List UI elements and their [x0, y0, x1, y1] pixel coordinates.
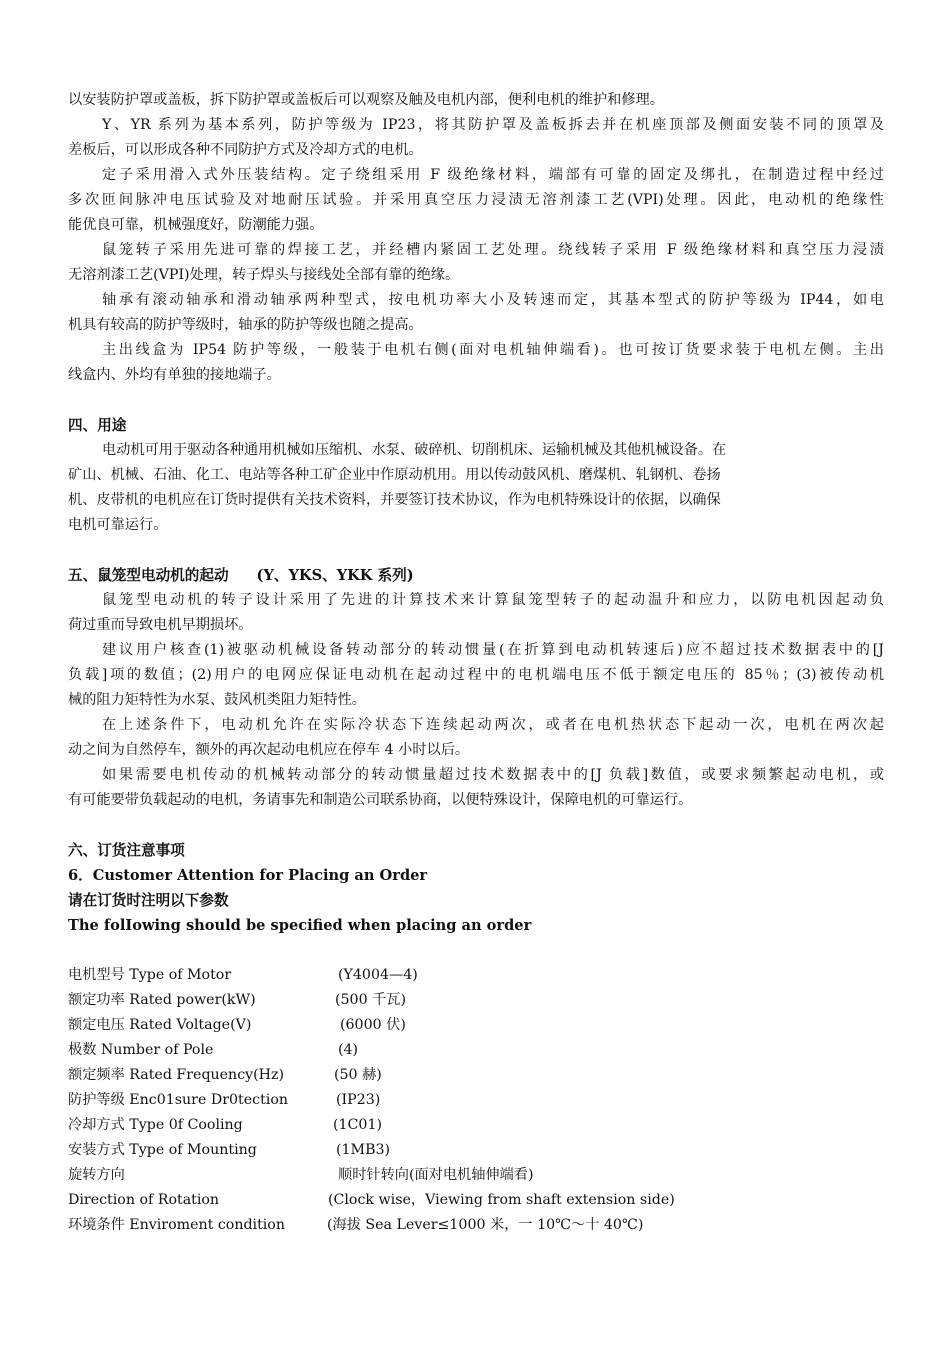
spec-label: 安装方式 Type of Mounting [68, 1142, 257, 1158]
paragraph-line: 差板后，可以形成各种不同防护方式及冷却方式的电机。 [68, 142, 423, 158]
spec-value: (Clock wise，Viewing from shaft extension side) [328, 1192, 675, 1208]
paragraph-line: Y、YR 系列为基本系列，防护等级为 IP23，将其防护罩及盖板拆去并在机座顶部及侧面安装不同的顶罩及 [102, 117, 884, 133]
paragraph-line: 机具有较高的防护等级时，轴承的防护等级也随之提高。 [68, 317, 423, 333]
spec-label: 环境条件 Enviroment condition [68, 1217, 285, 1233]
spacer [68, 813, 884, 838]
paragraph-line: 荷过重而导致电机早期损坏。 [68, 617, 253, 633]
section-heading-english: 6．Customer Attention for Placing an Order [68, 867, 428, 884]
section-heading: 四、用途 [68, 417, 127, 434]
document-page [68, 88, 884, 1238]
spacer [68, 388, 884, 413]
spec-value: (IP23) [336, 1092, 381, 1108]
section-ordering [68, 838, 884, 1238]
spec-label: 额定功率 Rated power(kW) [68, 992, 256, 1008]
spec-label: 旋转方向 [68, 1167, 125, 1183]
section-heading [68, 563, 884, 588]
section-construction-text [68, 88, 884, 388]
spec-label: 额定电压 Rated Voltage(V) [68, 1017, 252, 1033]
spec-value: (50 赫) [334, 1067, 382, 1083]
spec-row [68, 1188, 884, 1213]
paragraph-line: 定子采用滑入式外压装结构。定子绕组采用 F 级绝缘材料，端部有可靠的固定及绑扎，在制造过程中经过 [102, 167, 884, 183]
order-subheading: 请在订货时注明以下参数 [68, 892, 229, 909]
spec-row [68, 963, 884, 988]
paragraph-line: 械的阻力矩特性为水泵、鼓风机类阻力矩特性。 [68, 692, 366, 708]
paragraph-line: 线盒内、外均有单独的接地端子。 [68, 367, 281, 383]
spacer [68, 538, 884, 563]
paragraph-line: 如果需要电机传动的机械转动部分的转动惯量超过技术数据表中的[J 负载]数值，或要求频繁起动电机，或 [102, 767, 884, 783]
paragraph-line: 机、皮带机的电机应在订货时提供有关技术资料，并要签订技术协议，作为电机特殊设计的依据，以确保 [68, 492, 721, 508]
section-starting [68, 563, 884, 813]
spec-value: (500 千瓦) [335, 992, 407, 1008]
paragraph-line: 鼠笼型电动机的转子设计采用了先进的计算技术来计算鼠笼型转子的起动温升和应力，以防电机因起动负 [102, 592, 884, 608]
order-spec-list [68, 963, 884, 1238]
spec-row [68, 1138, 884, 1163]
paragraph-line: 负载]项的数值；(2)用户的电网应保证电动机在起动过程中的电机端电压不低于额定电压的 85％；(3)被传动机 [68, 667, 884, 683]
paragraph-line: 在上述条件下，电动机允许在实际冷状态下连续起动两次，或者在电机热状态下起动一次，电机在两次起 [102, 717, 884, 733]
spec-row [68, 988, 884, 1013]
spec-label: 防护等级 Enc01sure Dr0tection [68, 1092, 289, 1108]
paragraph-line: 主出线盒为 IP54 防护等级，一般装于电机右侧(面对电机轴伸端看)。也可按订货要求装于电机左侧。主出 [102, 342, 884, 358]
paragraph-line: 建议用户核查(1)被驱动机械设备转动部分的转动惯量(在折算到电动机转速后)应不超过技术数据表中的[J [102, 642, 884, 658]
spec-row [68, 1213, 884, 1238]
paragraph-line: 轴承有滚动轴承和滑动轴承两种型式，按电机功率大小及转速而定，其基本型式的防护等级为 IP44，如电 [102, 292, 884, 308]
spec-label: 额定频率 Rated Frequency(Hz) [68, 1067, 285, 1083]
spec-value: (海拔 Sea Lever≤1000 米，一 10℃～十 40℃) [327, 1217, 644, 1233]
section-heading: 六、订货注意事项 [68, 842, 185, 859]
spacer [68, 938, 884, 963]
paragraph-line: 无溶剂漆工艺(VPI)处理，转子焊头与接线处全部有靠的绝缘。 [68, 267, 460, 283]
section-heading-text: 五、鼠笼型电动机的起动 [68, 567, 229, 584]
paragraph-line: 多次匝间脉冲电压试验及对地耐压试验。并采用真空压力浸渍无溶剂漆工艺(VPI)处理。因此，电动机的绝缘性 [68, 192, 884, 208]
spec-row [68, 1013, 884, 1038]
paragraph-line: 电机可靠运行。 [68, 517, 168, 533]
spec-label: 电机型号 Type of Motor [68, 967, 232, 983]
spec-value: (6000 伏) [340, 1017, 406, 1033]
paragraph-line: 鼠笼转子采用先进可靠的焊接工艺，并经槽内紧固工艺处理。绕线转子采用 F 级绝缘材料和真空压力浸渍 [102, 242, 884, 258]
paragraph-line: 有可能要带负载起动的电机，务请事先和制造公司联系协商，以便特殊设计，保障电机的可靠运行。 [68, 792, 693, 808]
spec-value: 顺时针转向(面对电机轴伸端看) [338, 1167, 534, 1183]
spec-row [68, 1063, 884, 1088]
order-subheading-english: The folIowing should be specified when placing an order [68, 917, 532, 934]
spec-value: (Y4004—4) [338, 967, 418, 983]
spec-value: (4) [338, 1042, 359, 1058]
spec-row [68, 1088, 884, 1113]
spec-label: 冷却方式 Type 0f Cooling [68, 1117, 243, 1133]
paragraph-line: 矿山、机械、石油、化工、电站等各种工矿企业中作原动机用。用以传动鼓风机、磨煤机、轧钢机、卷扬 [68, 467, 721, 483]
spec-value: (1MB3) [336, 1142, 391, 1158]
spec-label: Direction of Rotation [68, 1192, 220, 1208]
section-usage [68, 413, 884, 538]
paragraph-line: 能优良可靠，机械强度好，防潮能力强。 [68, 217, 324, 233]
paragraph-line: 动之间为自然停车，额外的再次起动电机应在停车 4 小时以后。 [68, 742, 470, 758]
paragraph-line: 以安装防护罩或盖板，拆下防护罩或盖板后可以观察及触及电机内部，便利电机的维护和修理。 [68, 92, 664, 108]
section-heading-series: (Y、YKS、YKK 系列) [256, 567, 414, 584]
spec-row [68, 1113, 884, 1138]
spec-row [68, 1038, 884, 1063]
spec-value: (1C01) [333, 1117, 383, 1133]
spec-row [68, 1163, 884, 1188]
spec-label: 极数 Number of Pole [68, 1042, 214, 1058]
paragraph-line: 电动机可用于驱动各种通用机械如压缩机、水泵、破碎机、切削机床、运输机械及其他机械设备。在 [102, 442, 727, 458]
